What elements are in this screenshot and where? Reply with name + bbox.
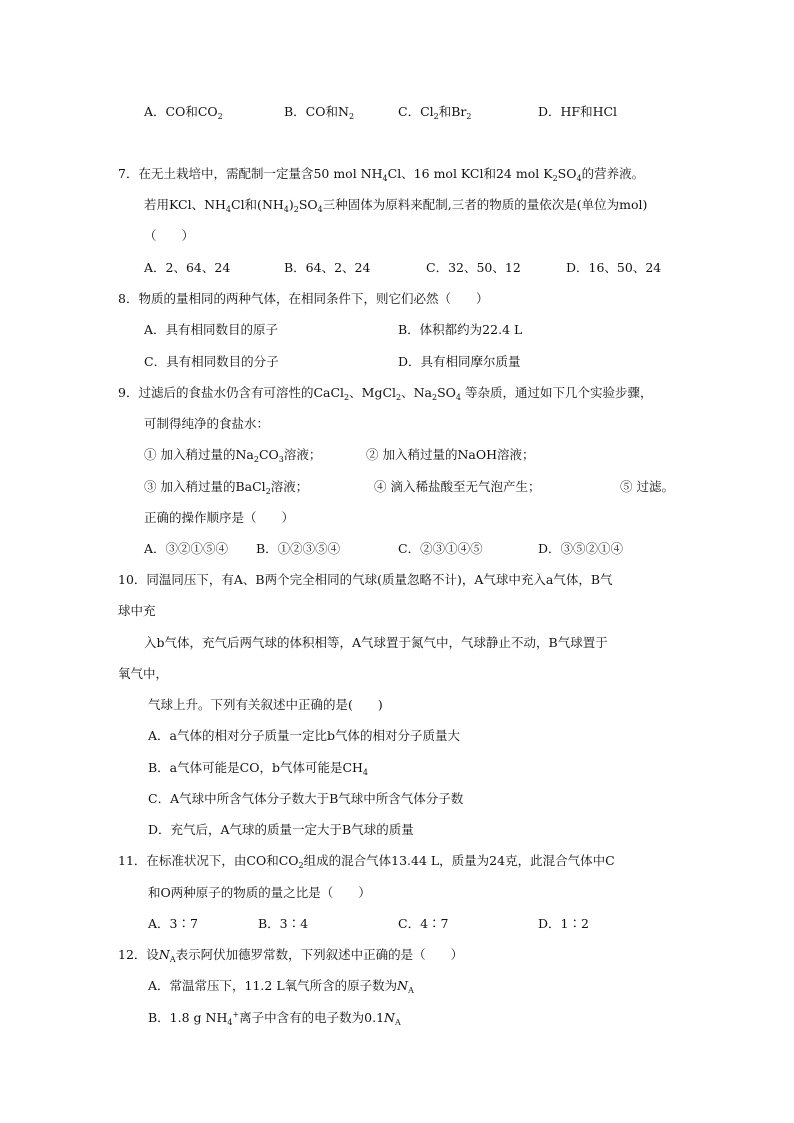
q9-step-2: ② 加入稍过量的NaOH溶液； bbox=[366, 447, 535, 462]
q7-stem-line1: 7．在无土栽培中，需配制一定量含50 mol $NH_4Cl$、16 mol KCl和24 mol $K_2SO_4$的营养液。 bbox=[118, 166, 645, 183]
q10-option-a: A．a气体的相对分子质量一定比b气体的相对分子质量大 bbox=[148, 728, 460, 743]
q12-option-b: B．1.8 g $NH_4^+$离子中含有的电子数为$0.1N_A$ bbox=[148, 1010, 401, 1027]
q8-option-b: B．体积都约为22.4 L bbox=[398, 322, 523, 337]
q7-option-a: A．2、64、24 bbox=[144, 260, 231, 275]
q8-stem: 8．物质的量相同的两种气体，在相同条件下，则它们必然（ ） bbox=[118, 291, 489, 306]
q9-stem-line1: 9．过滤后的食盐水仍含有可溶性的CaCl$_2$、MgCl$_2$、$Na_2SO_4$ 等杂质，通过如下几个实验步骤， bbox=[118, 385, 653, 402]
q9-step-3: ③ 加入稍过量的BaCl$_2$溶液； bbox=[144, 479, 309, 496]
q10-option-b: B．a气体可能是CO，b气体可能是$CH_4$ bbox=[148, 760, 369, 777]
q7-option-b: B．64、2、24 bbox=[284, 260, 371, 275]
q10-option-c: C．A气球中所含气体分子数大于B气球中所含气体分子数 bbox=[148, 791, 464, 806]
q6-option-b: B．CO和$N_2$ bbox=[284, 104, 355, 121]
q9-option-c: C．②③①④⑤ bbox=[398, 541, 483, 556]
q12-option-a: A．常温常压下，11.2 L氧气所含的原子数为$N_A$ bbox=[148, 978, 414, 995]
q9-option-d: D．③⑤②①④ bbox=[538, 541, 624, 556]
q7-stem-line2: 若用KCl、$NH_4Cl$和$(NH_4)_2SO_4$三种固体为原料来配制,三者的物质的量依次是(单位为mol) bbox=[144, 197, 648, 214]
q7-option-c: C．32、50、12 bbox=[426, 260, 521, 275]
q6-option-d: D．HF和HCl bbox=[538, 104, 618, 119]
q7-answer-bracket: （ ） bbox=[144, 228, 195, 243]
q10-option-d: D．充气后，A气球的质量一定大于B气球的质量 bbox=[148, 822, 414, 837]
q8-option-a: A．具有相同数目的原子 bbox=[144, 322, 279, 337]
q10-stem-line3: 入b气体，充气后两气球的体积相等，A气球置于氮气中，气球静止不动，B气球置于 bbox=[144, 635, 608, 650]
q9-step-4: ④ 滴入稀盐酸至无气泡产生； bbox=[374, 479, 541, 494]
q9-option-a: A．③②①⑤④ bbox=[144, 541, 229, 556]
q9-step-1: ① 加入稍过量的$Na_2CO_3$溶液； bbox=[144, 447, 322, 464]
q9-option-b: B．①②③⑤④ bbox=[256, 541, 341, 556]
q11-option-b: B．3∶4 bbox=[258, 916, 309, 931]
q6-option-c: C．$Cl_2$和$Br_2$ bbox=[398, 104, 472, 121]
q7-option-d: D．16、50、24 bbox=[566, 260, 662, 275]
q8-option-c: C．具有相同数目的分子 bbox=[144, 354, 279, 369]
q11-option-d: D．1∶2 bbox=[538, 916, 589, 931]
q10-stem-line2: 球中充 bbox=[118, 603, 156, 618]
q11-option-a: A．3∶7 bbox=[148, 916, 198, 931]
q11-stem-line1: 11．在标准状况下，由CO和$CO_2$组成的混合气体13.44 L，质量为24克，此混合气体中C bbox=[118, 853, 615, 870]
q8-option-d: D．具有相同摩尔质量 bbox=[398, 354, 521, 369]
q11-stem-line2: 和O两种原子的物质的量之比是（ ） bbox=[148, 885, 371, 900]
q12-stem: 12．设$N_A$表示阿伏加德罗常数，下列叙述中正确的是（ ） bbox=[118, 947, 464, 964]
q9-stem-line5: 正确的操作顺序是（ ） bbox=[144, 510, 295, 525]
q11-option-c: C．4∶7 bbox=[398, 916, 449, 931]
q9-stem-line2: 可制得纯净的食盐水： bbox=[144, 416, 270, 431]
q6-option-a: A．CO和$CO_2$ bbox=[144, 104, 223, 121]
q10-stem-line5: 气球上升。下列有关叙述中正确的是( ) bbox=[148, 697, 383, 712]
q10-stem-line1: 10．同温同压下，有A、B两个完全相同的气球(质量忽略不计)，A气球中充入a气体，B气 bbox=[118, 572, 613, 587]
q10-stem-line4: 氧气中， bbox=[118, 666, 169, 681]
q9-step-5: ⑤ 过滤。 bbox=[620, 479, 674, 494]
